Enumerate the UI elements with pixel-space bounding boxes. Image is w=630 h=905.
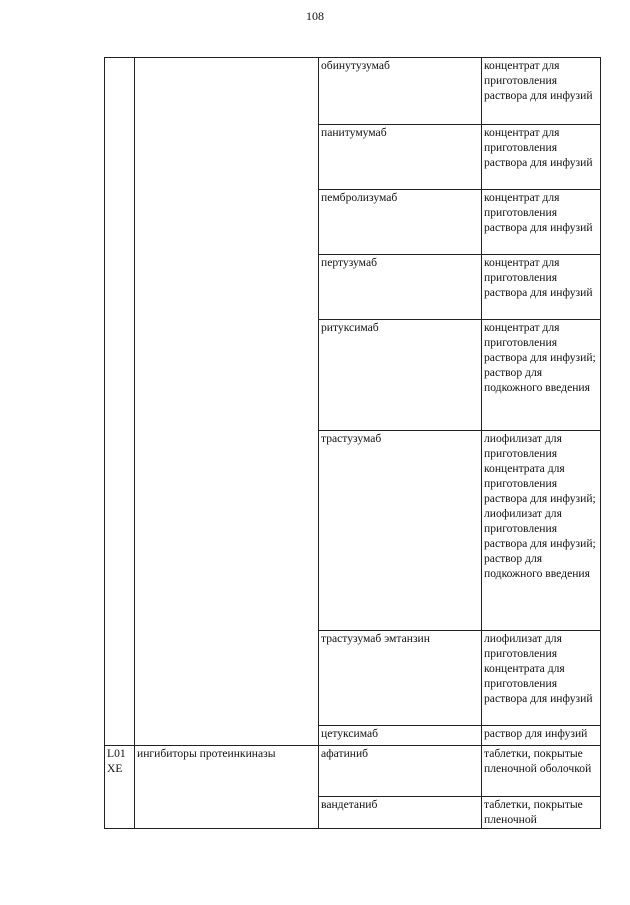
dosage-form: раствор для инфузий [482,726,601,746]
drug-name: пертузумаб [319,255,482,320]
drug-name: обинутузумаб [319,58,482,125]
drug-name: трастузумаб [319,431,482,631]
dosage-form: концентрат для приготовления раствора для инфузий [482,58,601,125]
dosage-form: концентрат для приготовления раствора для инфузий [482,125,601,190]
pharmacological-group: ингибиторы протеинкиназы [135,746,319,829]
dosage-form: таблетки, покрытые пленочной [482,797,601,829]
dosage-form: концентрат для приготовления раствора для инфузий [482,190,601,255]
drug-table [104,57,601,829]
drug-name: афатиниб [319,746,482,797]
drug-name: цетуксимаб [319,726,482,746]
drug-name: ритуксимаб [319,320,482,431]
atc-code-cell-empty [105,58,135,746]
drug-name: панитумумаб [319,125,482,190]
page-number: 108 [306,9,324,23]
drug-name: вандетаниб [319,797,482,829]
dosage-form: лиофилизат для приготовления концентрата для приготовления раствора для инфузий; лиофилизат для приготовления раствора для инфузий; раствор для подкожного введения [482,431,601,631]
drug-name: трастузумаб эмтанзин [319,631,482,726]
table-row [105,746,601,797]
dosage-form: концентрат для приготовления раствора для инфузий; раствор для подкожного введения [482,320,601,431]
table-row [105,58,601,125]
group-cell-empty [135,58,319,746]
dosage-form: лиофилизат для приготовления концентрата для приготовления раствора для инфузий [482,631,601,726]
drug-name: пембролизумаб [319,190,482,255]
dosage-form: концентрат для приготовления раствора для инфузий [482,255,601,320]
atc-code: L01XE [105,746,135,829]
dosage-form: таблетки, покрытые пленочной оболочкой [482,746,601,797]
